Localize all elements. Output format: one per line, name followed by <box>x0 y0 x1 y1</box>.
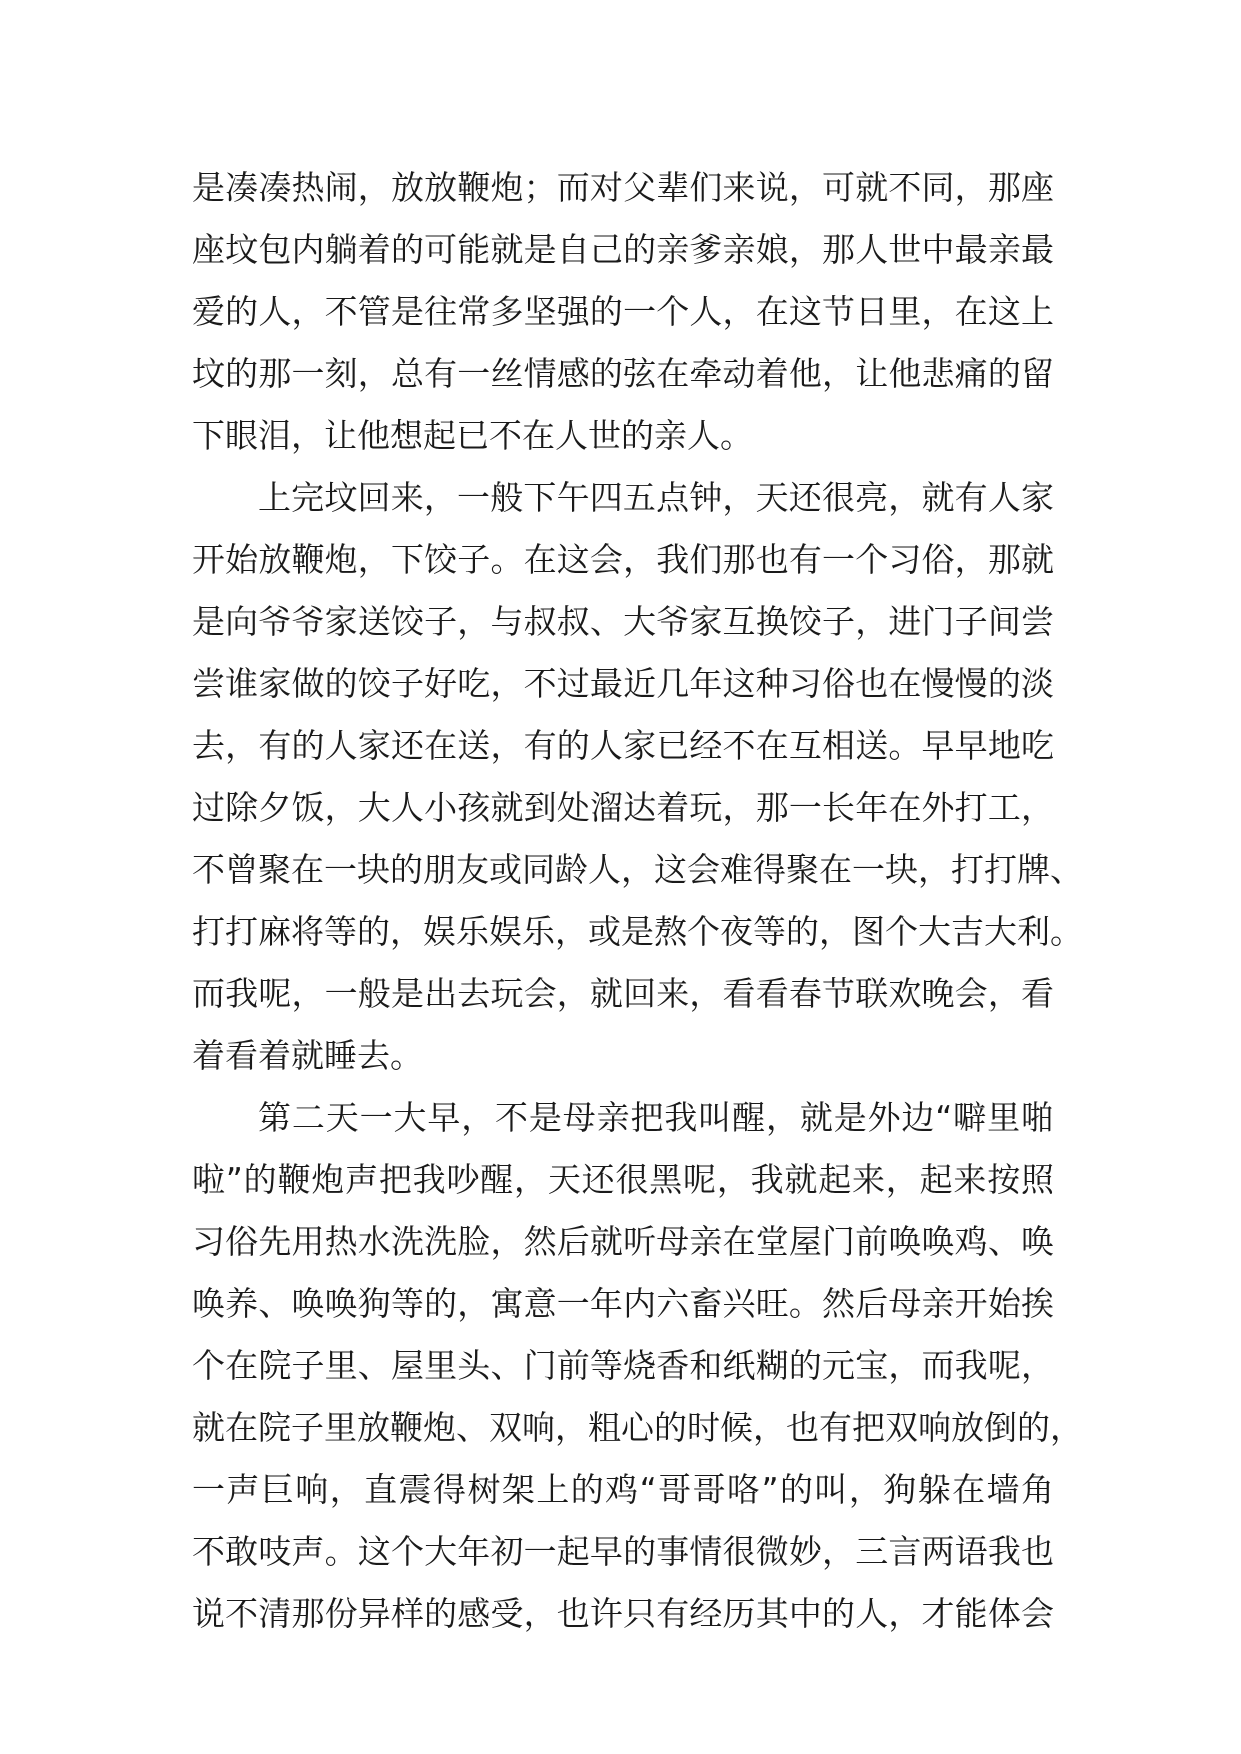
text-line: 不敢吱声。这个大年初一起早的事情很微妙，三言两语我也 <box>192 1532 1054 1571</box>
body-text <box>192 157 1083 1645</box>
text-line: 打打麻将等的，娱乐娱乐，或是熬个夜等的，图个大吉大利。 <box>192 912 1083 951</box>
text-line: 去，有的人家还在送，有的人家已经不在互相送。早早地吃 <box>192 726 1054 765</box>
text-line: 尝谁家做的饺子好吃，不过最近几年这种习俗也在慢慢的淡 <box>192 664 1054 703</box>
text-line: 爱的人，不管是往常多坚强的一个人，在这节日里，在这上 <box>192 292 1054 331</box>
text-line: 过除夕饭，大人小孩就到处溜达着玩，那一长年在外打工， <box>192 788 1054 827</box>
text-line: 就在院子里放鞭炮、双响，粗心的时候，也有把双响放倒的， <box>192 1408 1083 1447</box>
text-line: 不曾聚在一块的朋友或同龄人，这会难得聚在一块，打打牌、 <box>192 850 1083 889</box>
text-line: 是凑凑热闹，放放鞭炮；而对父辈们来说，可就不同，那座 <box>192 168 1054 207</box>
text-line: 是向爷爷家送饺子，与叔叔、大爷家互换饺子，进门子间尝 <box>192 602 1054 641</box>
text-line: 第二天一大早，不是母亲把我叫醒，就是外边“噼里啪 <box>258 1098 1054 1137</box>
text-line: 一声巨响，直震得树架上的鸡“哥哥咯”的叫，狗躲在墙角 <box>192 1470 1054 1509</box>
text-line: 个在院子里、屋里头、门前等烧香和纸糊的元宝，而我呢， <box>192 1346 1054 1385</box>
text-line: 下眼泪，让他想起已不在人世的亲人。 <box>192 416 753 455</box>
text-line: 习俗先用热水洗洗脸，然后就听母亲在堂屋门前唤唤鸡、唤 <box>192 1222 1054 1261</box>
text-line: 唤养、唤唤狗等的，寓意一年内六畜兴旺。然后母亲开始挨 <box>192 1284 1054 1323</box>
text-line: 说不清那份异样的感受，也许只有经历其中的人，才能体会 <box>192 1594 1054 1633</box>
text-line: 坟的那一刻，总有一丝情感的弦在牵动着他，让他悲痛的留 <box>192 354 1054 393</box>
text-line: 座坟包内躺着的可能就是自己的亲爹亲娘，那人世中最亲最 <box>192 230 1054 269</box>
text-line: 啦”的鞭炮声把我吵醒，天还很黑呢，我就起来，起来按照 <box>192 1160 1054 1199</box>
text-line: 开始放鞭炮，下饺子。在这会，我们那也有一个习俗，那就 <box>192 540 1054 579</box>
text-line: 上完坟回来，一般下午四五点钟，天还很亮，就有人家 <box>258 478 1054 517</box>
text-line: 而我呢，一般是出去玩会，就回来，看看春节联欢晚会，看 <box>192 974 1054 1013</box>
text-line: 着看着就睡去。 <box>192 1036 423 1075</box>
